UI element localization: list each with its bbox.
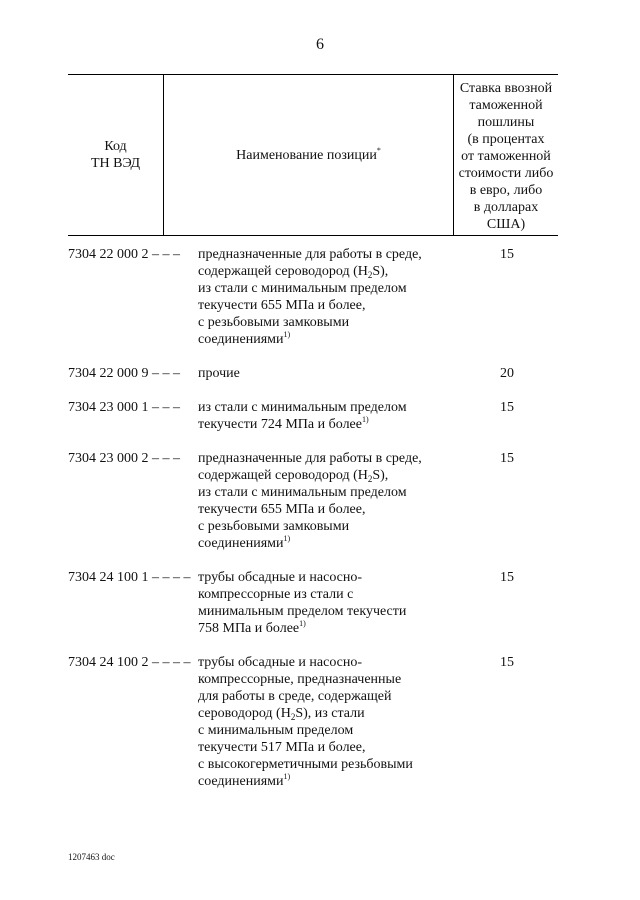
- header-name-footnote-mark: *: [376, 145, 381, 155]
- row-name-line: из стали с минимальным пределом: [198, 485, 407, 500]
- row-code-number: 7304 22 000 2: [68, 247, 149, 262]
- table-header: [68, 74, 558, 236]
- row-name-line: соединениями$^{1)}$: [198, 772, 291, 789]
- row-name-line: минимальным пределом текучести: [198, 604, 407, 619]
- row-name: [198, 246, 454, 348]
- row-name-line: компрессорные из стали с: [198, 587, 354, 602]
- row-name-line: соединениями$^{1)}$: [198, 330, 291, 347]
- row-code: [68, 365, 180, 382]
- row-code-number: 7304 24 100 2: [68, 655, 149, 670]
- page-number: 6: [316, 36, 324, 53]
- row-code: [68, 399, 180, 416]
- row-name: [198, 399, 454, 433]
- row-name-line: сероводород $(H_2S)$, из стали: [198, 706, 365, 722]
- row-code-number: 7304 22 000 9: [68, 366, 149, 381]
- row-code-number: 7304 24 100 1: [68, 570, 149, 585]
- row-rate: 15: [500, 451, 514, 466]
- row-name-line: из стали с минимальным пределом: [198, 281, 407, 296]
- row-dashes: – – –: [152, 247, 180, 262]
- table-row: [68, 450, 556, 552]
- row-name-line: трубы обсадные и насосно-: [198, 655, 363, 670]
- row-name-line: предназначенные для работы в среде,: [198, 247, 422, 262]
- row-name-line: текучести 655 МПа и более,: [198, 502, 366, 517]
- footnote-mark: 1): [361, 415, 369, 424]
- row-name-line: текучести 655 МПа и более,: [198, 298, 366, 313]
- row-name-line: с высокогерметичными резьбовыми: [198, 757, 413, 772]
- row-rate: 15: [500, 570, 514, 585]
- row-rate: 15: [500, 400, 514, 415]
- table-row: [68, 365, 556, 382]
- row-code-number: 7304 23 000 1: [68, 400, 149, 415]
- row-name-line: предназначенные для работы в среде,: [198, 451, 422, 466]
- table-row: [68, 654, 556, 790]
- table-row: [68, 246, 556, 348]
- row-dashes: – – –: [152, 366, 180, 381]
- row-code: [68, 569, 191, 586]
- document-footer: 1207463 doc: [68, 852, 115, 862]
- table-row: [68, 569, 556, 637]
- row-code-number: 7304 23 000 2: [68, 451, 149, 466]
- header-rate: Ставка ввозной таможенной пошлины (в процентах от таможенной стоимости либо в евро, либо в долларах США): [454, 75, 559, 236]
- row-name: [198, 450, 454, 552]
- row-name-line: прочие: [198, 366, 240, 381]
- row-name-line: содержащей сероводород $(H_2S)$,: [198, 264, 389, 280]
- row-name-line: с резьбовыми замковыми: [198, 519, 350, 534]
- header-name: [164, 75, 454, 236]
- row-dashes: – – – –: [152, 570, 191, 585]
- row-name-line: из стали с минимальным пределом: [198, 400, 407, 415]
- row-name-line: с минимальным пределом: [198, 723, 354, 738]
- row-dashes: – – –: [152, 400, 180, 415]
- header-name-text: Наименование позиции: [236, 147, 377, 163]
- footnote-mark: 1): [283, 772, 291, 781]
- table-row: [68, 399, 556, 433]
- row-name-line: 758 МПа и более$^{1)}$: [198, 619, 306, 636]
- footnote-mark: 1): [299, 619, 306, 628]
- row-name-line: содержащей сероводород $(H_2S)$,: [198, 468, 389, 484]
- row-dashes: – – – –: [152, 655, 191, 670]
- row-name-line: компрессорные, предназначенные: [198, 672, 402, 687]
- tariff-rows: [68, 246, 556, 807]
- footnote-mark: 1): [283, 330, 291, 339]
- row-rate: 20: [500, 366, 514, 381]
- row-rate: 15: [500, 655, 514, 670]
- row-code: [68, 654, 191, 671]
- row-dashes: – – –: [152, 451, 180, 466]
- row-name-line: текучести 724 МПа и более$^{1)}$: [198, 415, 369, 432]
- row-name-line: для работы в среде, содержащей: [198, 689, 392, 704]
- row-code: [68, 450, 180, 467]
- row-name-line: трубы обсадные и насосно-: [198, 570, 363, 585]
- row-name: [198, 654, 454, 790]
- row-rate: 15: [500, 247, 514, 262]
- row-code: [68, 246, 180, 263]
- footnote-mark: 1): [283, 534, 291, 543]
- row-name: [198, 569, 454, 637]
- row-name-line: соединениями$^{1)}$: [198, 534, 291, 551]
- row-name: [198, 365, 454, 382]
- row-name-line: с резьбовыми замковыми: [198, 315, 350, 330]
- header-code: Код ТН ВЭД: [68, 75, 164, 236]
- row-name-line: текучести 517 МПа и более,: [198, 740, 366, 755]
